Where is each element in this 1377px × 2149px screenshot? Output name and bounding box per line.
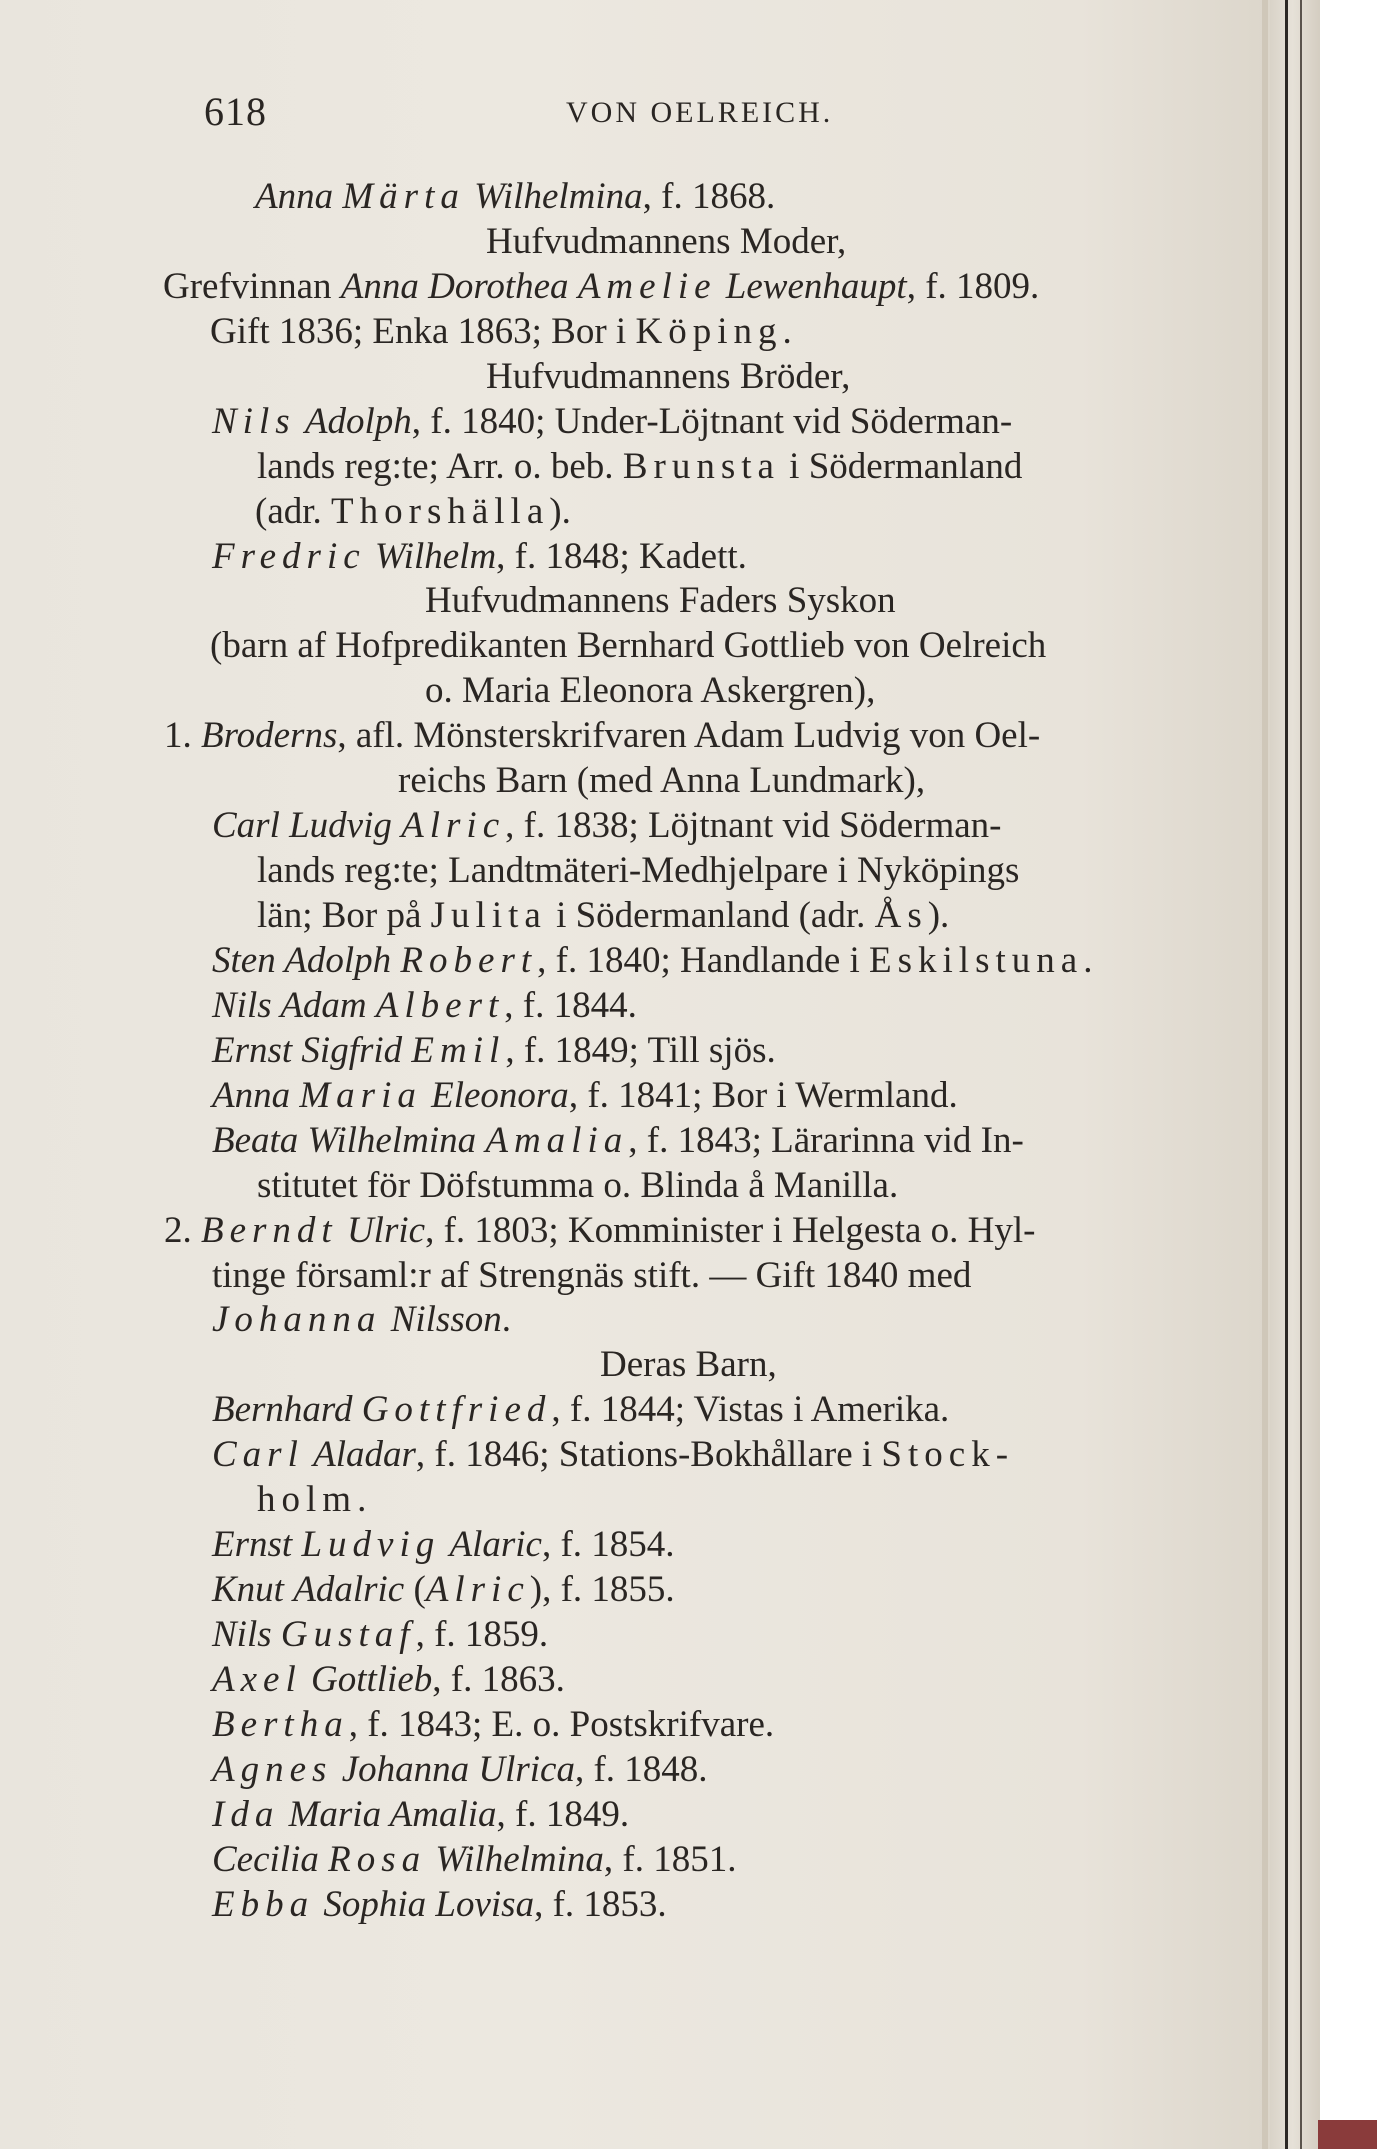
text-run: län; Bor på bbox=[257, 895, 431, 936]
text-run: Ulric bbox=[346, 1209, 426, 1251]
text-run: Hufvudmannens Faders Syskon bbox=[425, 580, 896, 622]
text-line bbox=[0, 1793, 1270, 1838]
text-run: , f. 1843; Lärarinna vid In- bbox=[628, 1119, 1024, 1161]
text-run: lands reg:te; Arr. o. beb. bbox=[257, 445, 623, 487]
text-run: Beata Wilhelmina bbox=[212, 1119, 477, 1161]
text-run bbox=[717, 265, 726, 310]
text-line bbox=[0, 1478, 1270, 1523]
text-run: Hufvudmannens Moder, bbox=[486, 220, 847, 262]
text-run: , f. 1840; Handlande i bbox=[537, 939, 870, 981]
text-run: Wilhelm bbox=[374, 535, 497, 577]
text-run: , f. 1848; Kadett. bbox=[496, 535, 747, 577]
text-line bbox=[0, 759, 1270, 804]
text-run: Ludvig bbox=[301, 1524, 441, 1566]
text-line bbox=[0, 400, 1270, 445]
text-run: , f. 1843; E. o. Postskrifvare. bbox=[348, 1703, 775, 1745]
text-run: , f. 1846; Stations-Bokhållare i bbox=[415, 1434, 882, 1476]
text-run: . bbox=[501, 1299, 511, 1341]
text-line bbox=[0, 1119, 1270, 1164]
text-line bbox=[0, 1703, 1270, 1748]
text-run: Adalric bbox=[293, 1569, 405, 1611]
genealogy-text bbox=[0, 175, 1270, 1928]
text-line bbox=[0, 1298, 1270, 1343]
text-run: Emil bbox=[411, 1029, 506, 1071]
text-run bbox=[296, 400, 305, 445]
text-line bbox=[0, 265, 1270, 310]
text-run: reichs Barn (med Anna Lundmark), bbox=[398, 760, 926, 802]
text-run: Carl Ludvig bbox=[212, 805, 392, 847]
text-run: Eskilstuna bbox=[869, 939, 1084, 981]
text-run: Knut bbox=[212, 1569, 284, 1611]
gutter-line bbox=[1300, 0, 1302, 2149]
text-run bbox=[366, 535, 375, 580]
text-run: Agnes bbox=[212, 1748, 333, 1790]
text-line bbox=[0, 1838, 1270, 1883]
text-line bbox=[0, 804, 1270, 849]
text-run: Alric bbox=[401, 805, 506, 847]
text-run: Sophia Lovisa bbox=[323, 1883, 535, 1925]
text-run: Wilhelmina bbox=[435, 1838, 604, 1880]
text-line bbox=[0, 1209, 1270, 1254]
text-run bbox=[367, 984, 376, 1029]
text-run: Sten Adolph bbox=[212, 939, 392, 981]
text-run: , afl. Mönsterskrifvaren Adam Ludvig von Oel- bbox=[337, 715, 1041, 757]
text-run: Nils bbox=[212, 1614, 272, 1655]
text-run: ( bbox=[404, 1569, 426, 1611]
text-run: Köping bbox=[635, 310, 783, 352]
text-run: Ebba bbox=[212, 1883, 315, 1925]
text-run bbox=[304, 1433, 313, 1478]
text-run: Aladar bbox=[313, 1434, 416, 1476]
text-line bbox=[0, 939, 1270, 984]
text-run: Grefvinnan bbox=[163, 265, 341, 307]
text-run: Gottfried bbox=[361, 1389, 552, 1431]
text-line bbox=[0, 1658, 1270, 1703]
text-run: Nils Adam bbox=[212, 984, 367, 1026]
text-run: i Södermanland (adr. bbox=[546, 895, 875, 936]
text-run bbox=[426, 1838, 435, 1883]
text-run: , f. 1849. bbox=[496, 1793, 630, 1835]
text-run bbox=[279, 1793, 288, 1838]
text-run: Hufvudmannens Bröder, bbox=[486, 355, 851, 397]
text-line bbox=[0, 669, 1270, 714]
text-run: Berndt bbox=[201, 1209, 338, 1251]
text-run: . bbox=[1083, 939, 1093, 981]
text-run: , f. 1844. bbox=[504, 984, 637, 1026]
text-run bbox=[338, 1209, 347, 1254]
text-run: o. Maria Eleonora Askergren), bbox=[425, 670, 876, 712]
text-run: Nils bbox=[212, 400, 296, 442]
text-run: Cecilia bbox=[212, 1838, 319, 1880]
text-line bbox=[0, 310, 1270, 355]
text-run bbox=[476, 1119, 485, 1164]
text-run bbox=[284, 1568, 293, 1613]
running-title: VON OELREICH. bbox=[566, 96, 834, 129]
text-run: Anna bbox=[255, 176, 334, 217]
text-run: Julita bbox=[430, 895, 547, 936]
text-run: Maria Amalia bbox=[288, 1793, 497, 1835]
text-line bbox=[0, 445, 1270, 490]
text-line bbox=[0, 579, 1270, 624]
text-run: 2. bbox=[164, 1209, 201, 1251]
text-run: lands reg:te; Landtmäteri-Medhjelpare i Nyköpings bbox=[257, 850, 1020, 892]
text-line bbox=[0, 175, 1270, 220]
text-run: Anna bbox=[212, 1074, 291, 1116]
text-run bbox=[319, 1838, 328, 1883]
text-run: , f. 1841; Bor i Wermland. bbox=[568, 1074, 958, 1116]
text-run: Eleonora bbox=[431, 1074, 569, 1116]
text-line bbox=[0, 355, 1270, 400]
text-line bbox=[0, 1883, 1270, 1928]
text-run: , f. 1849; Till sjös. bbox=[505, 1029, 776, 1071]
text-run bbox=[314, 1883, 323, 1928]
text-run: , f. 1803; Komminister i Helgesta o. Hyl- bbox=[425, 1209, 1036, 1251]
text-run: , f. 1868. bbox=[642, 176, 776, 217]
text-run: 1. bbox=[164, 715, 201, 757]
cover-edge bbox=[1318, 2120, 1377, 2149]
text-line bbox=[0, 1388, 1270, 1433]
text-run: holm bbox=[257, 1479, 358, 1521]
text-run: Amalia bbox=[485, 1119, 629, 1161]
text-run: , f. 1840; Under-Löjtnant vid Söderman- bbox=[411, 400, 1013, 442]
text-run: Alaric bbox=[449, 1524, 542, 1566]
text-run: , f. 1851. bbox=[603, 1838, 737, 1880]
text-line bbox=[0, 1074, 1270, 1119]
text-run: , f. 1854. bbox=[541, 1524, 675, 1566]
text-run bbox=[569, 265, 578, 310]
text-run: Gustaf bbox=[280, 1614, 416, 1655]
text-run bbox=[302, 1658, 311, 1703]
text-run: stitutet för Döfstumma o. Blinda å Manilla. bbox=[257, 1164, 899, 1206]
text-run: Brunsta bbox=[622, 445, 780, 487]
text-run bbox=[381, 1298, 390, 1343]
text-run: , f. 1863. bbox=[432, 1658, 565, 1700]
text-run: Ernst bbox=[212, 1524, 293, 1566]
text-run: ). bbox=[549, 490, 571, 532]
text-run: , f. 1848. bbox=[574, 1748, 708, 1790]
text-line bbox=[0, 714, 1270, 759]
text-line bbox=[0, 1523, 1270, 1568]
text-run bbox=[352, 1388, 361, 1433]
text-line bbox=[0, 894, 1270, 939]
text-run: , f. 1844; Vistas i Amerika. bbox=[551, 1389, 950, 1431]
text-run: Bernhard bbox=[212, 1389, 353, 1431]
text-run: Wilhelmina bbox=[474, 176, 643, 217]
text-run: Maria bbox=[299, 1074, 422, 1116]
text-run bbox=[422, 1074, 431, 1119]
text-line bbox=[0, 1748, 1270, 1793]
text-run: , f. 1853. bbox=[534, 1883, 667, 1925]
text-run: Johanna bbox=[212, 1299, 382, 1341]
text-run: Amelie bbox=[577, 265, 717, 307]
text-line bbox=[0, 849, 1270, 894]
text-line bbox=[0, 490, 1270, 535]
text-line bbox=[0, 220, 1270, 265]
text-run: ), f. 1855. bbox=[529, 1569, 675, 1611]
text-run: Alric bbox=[425, 1569, 530, 1611]
text-run: Stock- bbox=[881, 1434, 1015, 1476]
text-run bbox=[272, 1613, 281, 1658]
text-run: . bbox=[357, 1479, 367, 1521]
text-run: Robert bbox=[400, 939, 538, 981]
page-header bbox=[0, 88, 1270, 138]
book-gutter bbox=[1270, 0, 1320, 2149]
text-run: Nilsson bbox=[390, 1299, 502, 1341]
text-run: . bbox=[782, 310, 792, 352]
text-run bbox=[465, 175, 474, 220]
gutter-line bbox=[1285, 0, 1288, 2149]
text-run: Gift 1836; Enka 1863; Bor i bbox=[210, 310, 636, 352]
text-run: Ida bbox=[212, 1793, 280, 1835]
text-run: (adr. bbox=[255, 490, 332, 532]
text-line bbox=[0, 1164, 1270, 1209]
text-line bbox=[0, 1029, 1270, 1074]
text-run: Ås bbox=[874, 895, 928, 936]
text-run: (barn af Hofpredikanten Bernhard Gottlieb von Oelreich bbox=[210, 625, 1047, 667]
text-run: Bertha bbox=[212, 1703, 349, 1745]
text-run: Albert bbox=[375, 984, 505, 1026]
text-line bbox=[0, 1613, 1270, 1658]
text-run bbox=[392, 804, 401, 849]
text-run: Adolph bbox=[304, 400, 412, 442]
text-line bbox=[0, 1433, 1270, 1478]
text-run: Johanna Ulrica bbox=[341, 1748, 575, 1790]
text-run: Thorshälla bbox=[331, 490, 550, 532]
text-run bbox=[332, 1748, 341, 1793]
text-run: Lewenhaupt bbox=[725, 265, 907, 307]
text-run: Broderns bbox=[201, 715, 338, 757]
text-line bbox=[0, 984, 1270, 1029]
text-run: Deras Barn, bbox=[600, 1344, 777, 1386]
text-run: , f. 1809. bbox=[906, 265, 1040, 307]
text-run: ). bbox=[927, 895, 950, 936]
text-run: i Södermanland bbox=[779, 445, 1023, 487]
text-run: Axel bbox=[212, 1658, 302, 1700]
text-line bbox=[0, 624, 1270, 669]
text-run: Carl bbox=[212, 1434, 304, 1476]
text-run: Ernst Sigfrid bbox=[212, 1029, 403, 1071]
text-run bbox=[290, 1074, 299, 1119]
text-line bbox=[0, 1343, 1270, 1388]
text-line bbox=[0, 1254, 1270, 1299]
text-run: Rosa bbox=[328, 1838, 427, 1880]
text-run: , f. 1859. bbox=[415, 1614, 549, 1655]
text-line bbox=[0, 1568, 1270, 1613]
text-line bbox=[0, 535, 1270, 580]
text-run: Gottlieb bbox=[310, 1658, 433, 1700]
text-run: , f. 1838; Löjtnant vid Söderman- bbox=[505, 805, 1002, 847]
page-number: 618 bbox=[204, 89, 267, 134]
text-run: Fredric bbox=[212, 535, 366, 577]
text-run: Märta bbox=[342, 176, 465, 217]
text-run bbox=[333, 175, 342, 220]
text-run: Anna Dorothea bbox=[340, 265, 569, 307]
text-run: tinge församl:r af Strengnäs stift. — Gift 1840 med bbox=[212, 1254, 972, 1296]
